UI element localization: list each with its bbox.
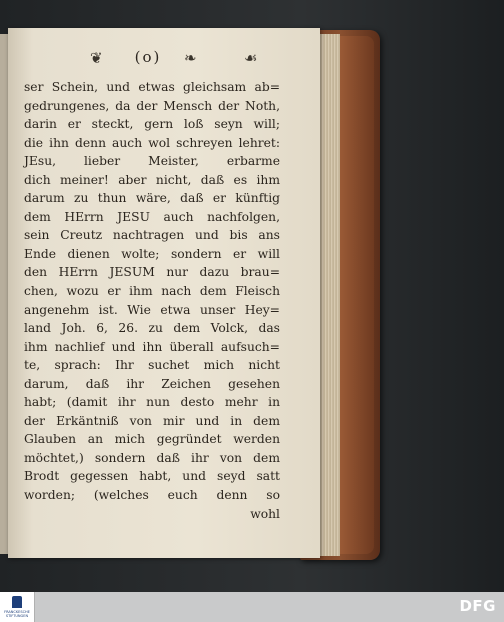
text-line: worden; (welches euch denn so: [24, 488, 280, 503]
catchword: wohl: [250, 506, 280, 521]
text-line: den HErrn JESUM nur dazu brau=: [24, 265, 280, 280]
text-line: dich meiner! aber nicht, daß es ihm: [24, 172, 280, 187]
text-line: gedrungenes, da der Mensch der Noth,: [24, 98, 280, 113]
text-line: möchtet,) sondern daß ihr von dem: [24, 450, 280, 465]
text-line: te, sprach: Ihr suchet mich nicht: [24, 358, 280, 373]
fleuron-icon: ☙: [244, 49, 258, 67]
page-number: (o): [134, 48, 162, 66]
fleuron-icon: ❧: [184, 49, 197, 67]
text-line: ihm nachlief und ihn überall aufsuch=: [24, 339, 280, 354]
text-line: darum zu thun wäre, daß er künftig: [24, 191, 280, 206]
text-line: angenehm ist. Wie etwa unser Hey=: [24, 302, 280, 317]
logo-line-2: STIFTUNGEN: [5, 614, 29, 618]
text-line: der Erkäntniß von mir und in dem: [24, 413, 280, 428]
facing-page-edge: [0, 34, 8, 554]
text-line: dem HErrn JESU auch nachfolgen,: [24, 209, 280, 224]
text-line: ser Schein, und etwas gleichsam ab=: [24, 80, 280, 94]
text-line: die ihn denn auch wol schreyen lehret:: [24, 135, 280, 150]
page-text: [24, 78, 280, 523]
fleuron-icon: ❦: [90, 49, 103, 67]
text-line: land Joh. 6, 26. zu dem Volck, das: [24, 321, 280, 336]
text-line: sein Creutz nachtragen und bis ans: [24, 228, 280, 243]
dfg-logo[interactable]: DFG: [459, 597, 496, 615]
logo-line-1: FRANCKESCHE: [4, 610, 30, 614]
building-icon: [12, 596, 22, 608]
institution-logo[interactable]: [0, 592, 35, 622]
text-line: darin er steckt, gern loß seyn will;: [24, 117, 280, 132]
text-line: Ende dienen wolte; sondern er will: [24, 246, 280, 261]
text-line: chen, wozu er ihm nach dem Fleisch: [24, 284, 280, 299]
text-line: darum, daß ihr Zeichen gesehen: [24, 376, 280, 391]
book-page: [8, 28, 320, 558]
text-line: JEsu, lieber Meister, erbarme: [24, 154, 280, 169]
viewer-footer: [0, 592, 504, 622]
page-header: [8, 48, 320, 70]
book-spine-edge: [340, 36, 374, 554]
text-line: Glauben an mich gegründet werden: [24, 432, 280, 447]
text-line: habt; (damit ihr nun desto mehr in: [24, 395, 280, 410]
text-line: Brodt gegessen habt, und seyd satt: [24, 469, 280, 484]
